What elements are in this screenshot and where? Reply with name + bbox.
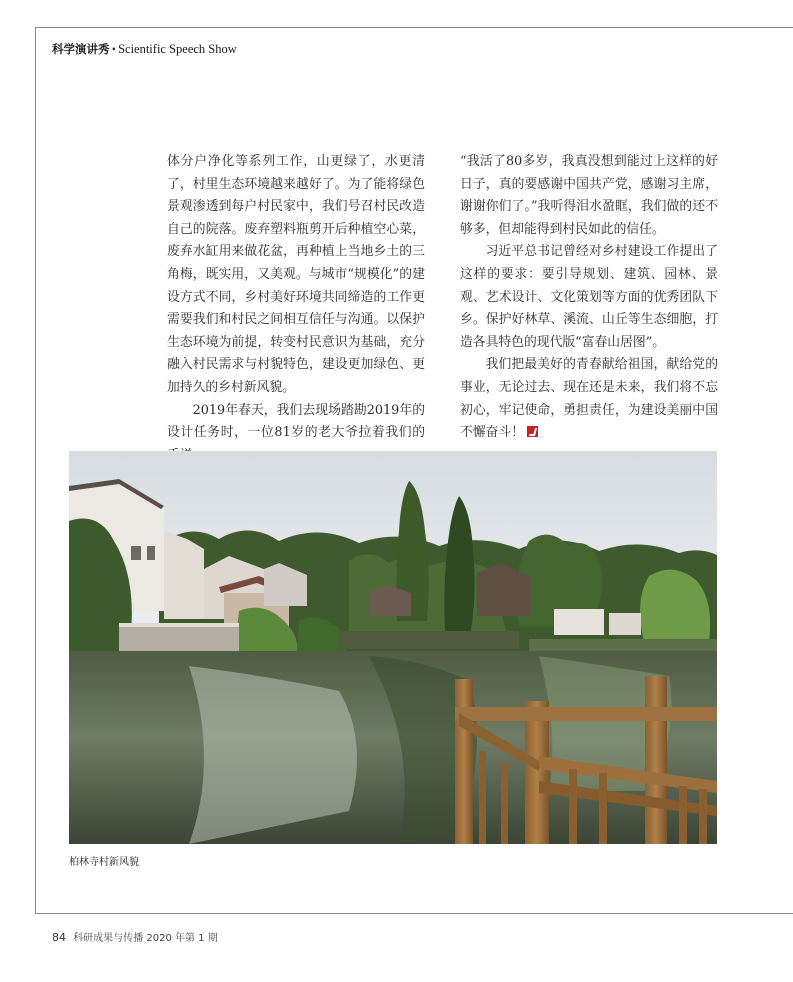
- paragraph: 习近平总书记曾经对乡村建设工作提出了这样的要求：要引导规划、建筑、园林、景观、艺术设计、文化策划等方面的优秀团队下乡。保护好林草、溪流、山丘等生态细胞，打造各具特色的现代版“富春山居图”。: [460, 244, 718, 350]
- article-column-right: [460, 151, 718, 445]
- railing-baluster: [501, 763, 508, 844]
- white-house: [609, 613, 641, 635]
- railing-baluster: [599, 773, 607, 844]
- house-window: [131, 546, 141, 560]
- header-separator: ·: [111, 42, 117, 56]
- railing-post: [645, 676, 667, 844]
- publication-name: 科研成果与传播 2020 年第 1 期: [73, 933, 218, 944]
- railing-post: [455, 679, 473, 844]
- railing: [119, 623, 239, 627]
- closing-paragraph: [460, 354, 718, 444]
- paragraph: 体分户净化等系列工作，山更绿了，水更清了，村里生态环境越来越好了。为了能将绿色景观渗透到每户村民家中，我们号召村民改造自己的院落。废弃塑料瓶剪开后种植空心菜，废弃水缸用来做花盆，再种植上当地乡土的三角梅，既实用，又美观。与城市“规模化”的建设方式不同，乡村美好环境共同缔造的工作更需要我们和村民之间相互信任与沟通。以保护生态环境为前提，转变村民意识为基础，充分融入村民需求与村貌特色，建设更加绿色、更加持久的乡村新风貌。: [167, 154, 425, 395]
- house-window: [147, 546, 155, 560]
- column-name-cn: 科学演讲秀: [52, 42, 110, 56]
- far-shore: [339, 631, 519, 649]
- column-name-en: Scientific Speech Show: [118, 42, 237, 56]
- paragraph: 2019年春天，我们去现场踏勘2019年的设计任务时，一位81岁的老大爷拉着我们的: [167, 402, 425, 441]
- paragraph: “我活了80多岁，我真没想到能过上这样的好日子，真的要感谢中国共产党，感谢习主席，谢谢你们了。”我听得泪水盈眶，我们做的还不够多，但却能得到村民如此的信任。: [460, 154, 718, 237]
- village-photo: [69, 451, 717, 844]
- page-header: [52, 41, 237, 57]
- photo-caption: 柏林寺村新风貌: [69, 857, 139, 868]
- railing-baluster: [479, 751, 486, 844]
- white-house: [554, 609, 604, 635]
- end-of-article-icon: [527, 426, 538, 437]
- railing-top-rail: [455, 707, 717, 721]
- railing-baluster: [679, 786, 687, 844]
- page-number: 84: [52, 931, 66, 944]
- railing-post: [525, 701, 549, 844]
- railing-baluster: [699, 789, 707, 844]
- article-column-left: [167, 151, 425, 467]
- paragraph-text: 我们把最美好的青春献给祖国，献给党的事业，无论过去、现在还是未来，我们将不忘初心，牢记使命，勇担责任，为建设美丽中国不懈奋斗！: [460, 357, 718, 441]
- railing-baluster: [569, 769, 577, 844]
- page-footer: [52, 929, 218, 944]
